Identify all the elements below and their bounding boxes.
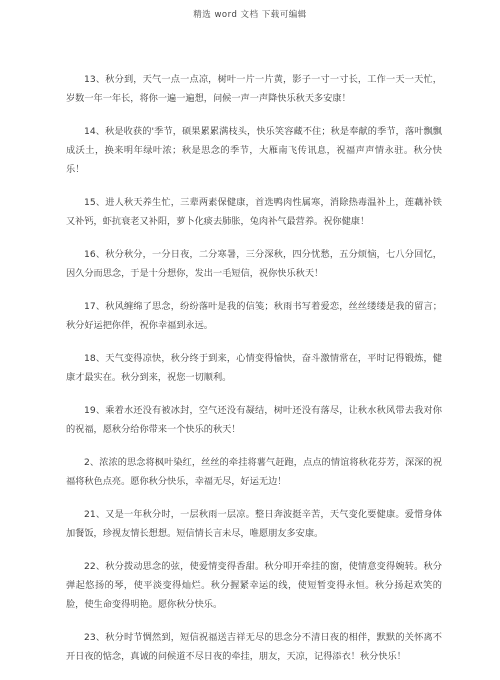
paragraph-15: 15、进人秋天养生忙，三辈两素保健康，首选鸭肉性属寒，消除热毒温补上，莲藕补铁又补钙，虾抗衰老又补阳，萝卜化痰去肺胀，兔肉补气最营养。祝你健康！	[66, 197, 442, 227]
paragraph-22: 22、秋分拨动思念的弦，使爱情变得香甜。秋分叩开牵挂的窗，使情意变得婉转。秋分弹起悠扬的琴，使平淡变得灿烂。秋分握紧幸运的线，使短暂变得永恒。秋分扬起欢笑的脸，使生命变得明艳。愿你秋分快乐。	[66, 561, 442, 610]
paragraph-13: 13、秋分到，天气一点一点凉，树叶一片一片黄，影子一寸一寸长，工作一天一天忙，岁数一年一年长，将你一遍一遍想，问候一声一声降快乐秋天多安康！	[66, 74, 442, 104]
page-header: 精选 word 文档 下载可编辑	[193, 10, 307, 20]
paragraph-17: 17、秋风缠绵了思念，纷纷落叶是我的信笺；秋雨书写着爱恋，丝丝缕缕是我的留言；秋分好运把你伴，祝你幸福到永远。	[66, 301, 442, 331]
paragraph-2: 2、浓浓的思念将枫叶染红，丝丝的牵挂将薯气赶跑，点点的情谊将秋花芬芳，深深的祝福将秋色点亮。愿你秋分快乐，幸福无尽，好运无边！	[66, 457, 442, 487]
paragraph-14: 14、秋是收获的'季节，硕果累累满枝头，快乐笑容藏不住；秋是奉献的季节，落叶飘飘成沃土，换来明年绿叶浓；秋是思念的季节，大雁南飞传讯息，祝福声声情永驻。秋分快乐！	[66, 126, 442, 175]
paragraph-19: 19、乘着水还没有被冰封，空气还没有凝结，树叶还没有落尽，让秋水秋风带去我对你的祝福，愿秋分给你带来一个快乐的秋天！	[66, 405, 442, 435]
paragraph-21: 21、又是一年秋分时，一层秋雨一层凉。整日奔波挺辛苦，天气变化要健康。爱惜身体加餐饭，珍视友情长想想。短信情长言未尽，唯愿朋友多安康。	[66, 509, 442, 539]
paragraph-18: 18、天气变得凉快，秋分终于到来，心情变得愉快，奋斗激情常在，平时记得锻炼，健康才最实在。秋分到来，祝您一切顺利。	[66, 353, 442, 383]
document-body	[66, 70, 442, 680]
paragraph-23: 23、秋分时节惆然到，短信祝福送吉祥无尽的思念分不清日夜的相伴，默默的关怀离不开日夜的惦念，真诚的问候道不尽日夜的牵挂，朋友，天凉，记得添衣！秋分快乐！	[66, 632, 442, 662]
paragraph-16: 16、秋分秋分，一分日夜，二分寒暑，三分深秋，四分忧愁，五分烦恼，七八分回忆，因久分而思念，于是十分想你，发出一毛短信，祝你快乐秋天！	[66, 249, 442, 279]
